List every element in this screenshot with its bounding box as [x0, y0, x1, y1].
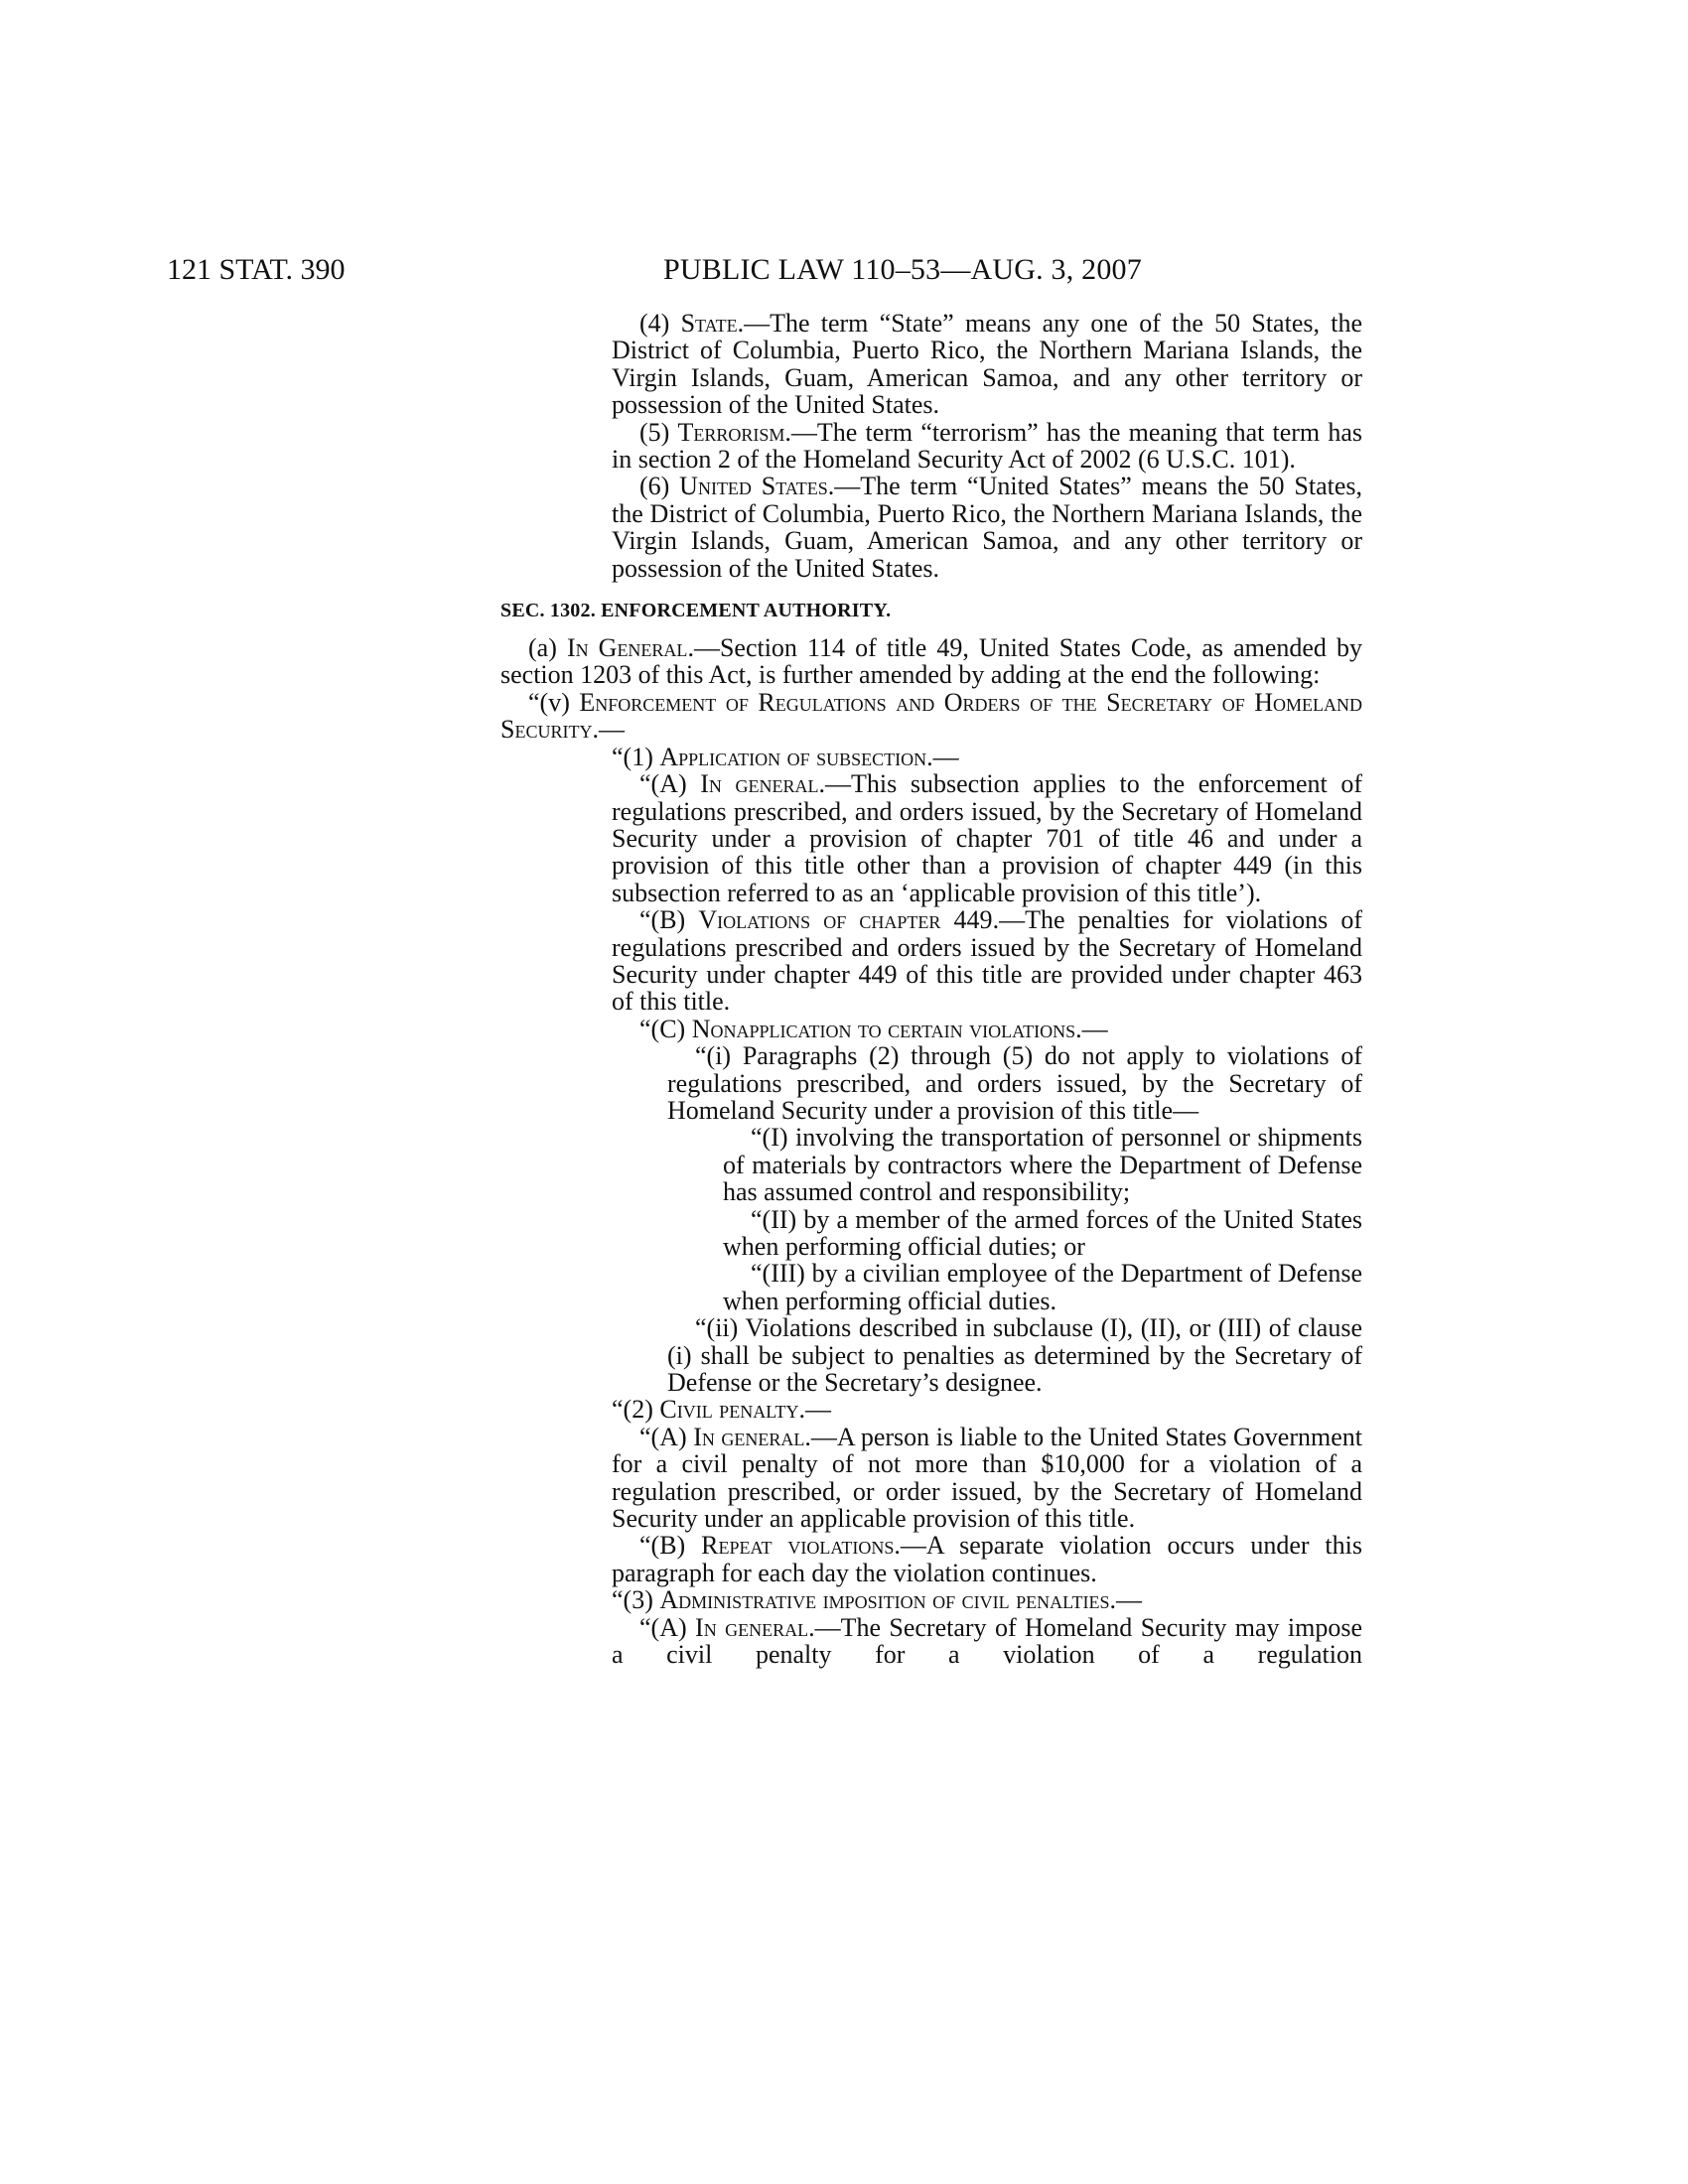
paragraph-1-a: “(A) In general.—This subsection applies to the enforcement of regulations prescribed, and orders issued, by the Secretary of Homeland Security under a provision of chapter 701 of title 46 and under a provision of this title other than a provision of chapter 449 (in this subsection referred to as an ‘applicable provision of this title’). [612, 769, 1362, 907]
paragraph-3-a: “(A) In general.—The Secretary of Homeland Security may impose a civil penalty for a violation of a regulation [612, 1612, 1362, 1670]
clause-i: “(i) Paragraphs (2) through (5) do not apply to violations of regulations prescribed, and orders issued, by the Secretary of Homeland Security under a provision of this title— [667, 1041, 1362, 1125]
paragraph-2-heading: “(2) Civil penalty.— [612, 1395, 832, 1425]
subclause-II: “(II) by a member of the armed forces of the United States when performing official duties; or [723, 1204, 1362, 1261]
definition-terrorism: (5) Terrorism.—The term “terrorism” has the meaning that term has in section 2 of the Homeland Security Act of 2002 (6 U.S.C. 101). [612, 417, 1362, 475]
paragraph-1-b: “(B) Violations of chapter 449.—The penalties for violations of regulations prescribed and orders issued by the Secretary of Homeland Security under chapter 449 of this title are provided under chapter 463 of this title. [612, 905, 1362, 1017]
paragraph-2-a: “(A) In general.—A person is liable to the United States Government for a civil penalty of not more than $10,000 for a violation of a regulation prescribed, or order issued, by the Secretary of Homeland Security under an applicable provision of this title. [612, 1422, 1362, 1534]
section-heading: SEC. 1302. ENFORCEMENT AUTHORITY. [500, 600, 892, 622]
running-head [0, 250, 1688, 290]
subsection-v-heading: “(v) Enforcement of Regulations and Orders of the Secretary of Homeland Security.— [500, 687, 1362, 745]
paragraph-2-b: “(B) Repeat violations.—A separate violation occurs under this paragraph for each day the violation continues. [612, 1531, 1362, 1587]
paragraph-1-heading: “(1) Application of subsection.— [612, 742, 959, 771]
page-body [500, 310, 1362, 1669]
subclause-I: “(I) involving the transportation of personnel or shipments of materials by contractors where the Department of Defense has assumed control and responsibility; [723, 1123, 1362, 1207]
subsection-a: (a) In General.—Section 114 of title 49, United States Code, as amended by section 1203 of this Act, is further amended by adding at the end the following: [500, 633, 1362, 690]
law-title: PUBLIC LAW 110–53—AUG. 3, 2007 [663, 253, 1142, 286]
definition-state: (4) State.—The term “State” means any one of the 50 States, the District of Columbia, Puerto Rico, the Northern Mariana Islands, the Virgin Islands, Guam, American Samoa, and any other territory or possession of the United States. [612, 309, 1362, 420]
definition-united-states: (6) United States.—The term “United States” means the 50 States, the District of Columbia, Puerto Rico, the Northern Mariana Islands, the Virgin Islands, Guam, American Samoa, and any other territory or possession of the United States. [612, 472, 1362, 583]
subclause-III: “(III) by a civilian employee of the Department of Defense when performing official duties. [723, 1259, 1362, 1315]
statute-page-number: 121 STAT. 390 [167, 253, 346, 286]
paragraph-3-heading: “(3) Administrative imposition of civil penalties.— [612, 1585, 1142, 1615]
paragraph-1-c-heading: “(C) Nonapplication to certain violations.— [639, 1014, 1108, 1043]
clause-ii: “(ii) Violations described in subclause (I), (II), or (III) of clause (i) shall be subject to penalties as determined by the Secretary of Defense or the Secretary’s designee. [667, 1313, 1362, 1398]
